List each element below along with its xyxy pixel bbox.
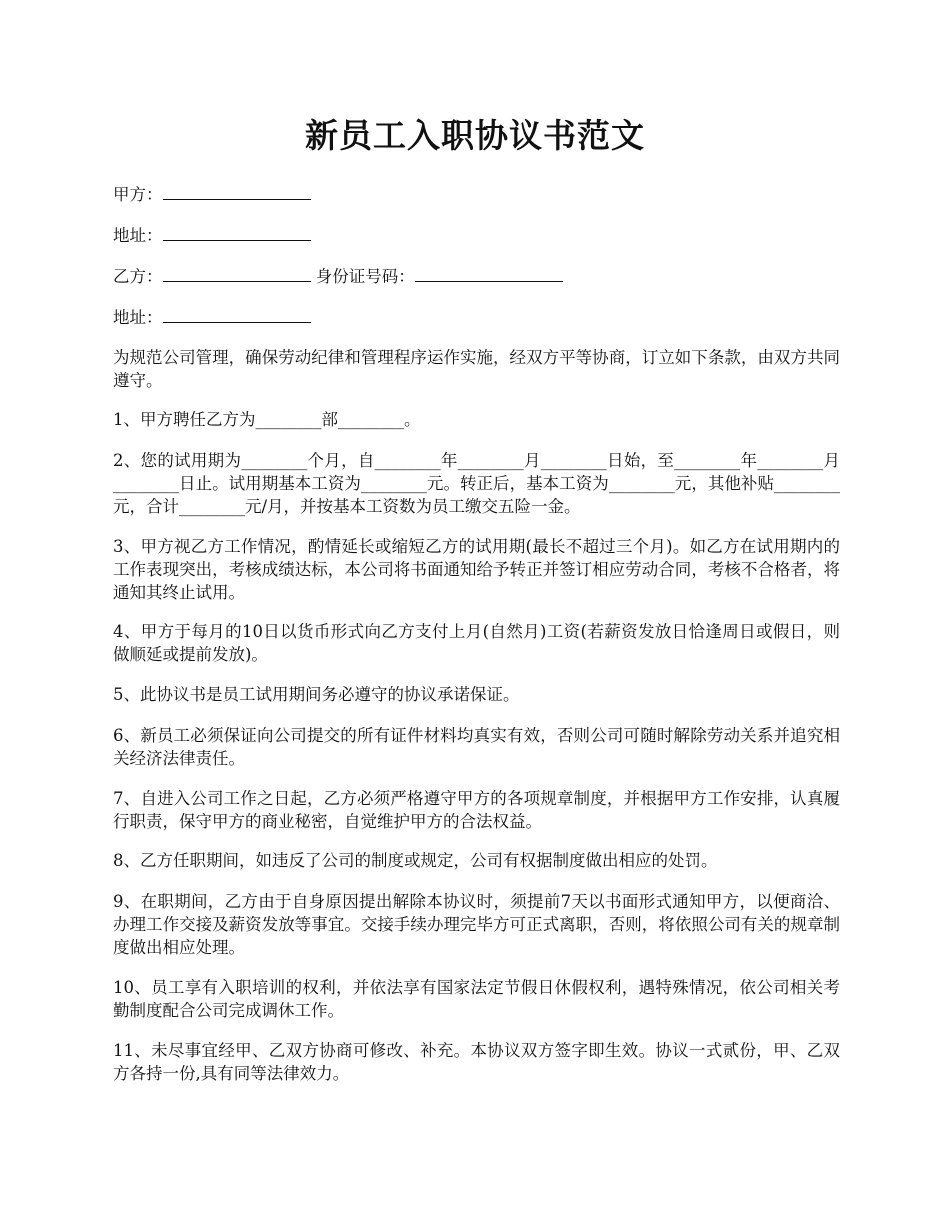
clause-10: 10、员工享有入职培训的权利，并依法享有国家法定节假日休假权利，遇特殊情况，依公司相关考勤制度配合公司完成调休工作。	[113, 978, 840, 1020]
party-a-label: 甲方：	[113, 185, 163, 204]
intro-paragraph: 为规范公司管理，确保劳动纪律和管理程序运作实施，经双方平等协商，订立如下条款，由双方共同遵守。	[113, 348, 840, 390]
party-b-address-blank	[163, 305, 311, 323]
clause-7: 7、自进入公司工作之日起，乙方必须严格遵守甲方的各项规章制度，并根据甲方工作安排，认真履行职责，保守甲方的商业秘密，自觉维护甲方的合法权益。	[113, 789, 840, 831]
party-a-field	[113, 182, 311, 206]
party-b-address-field	[113, 305, 311, 329]
clause-11: 11、未尽事宜经甲、乙双方协商可修改、补充。本协议双方签字即生效。协议一式贰份，甲、乙双方各持一份,具有同等法律效力。	[113, 1041, 840, 1083]
document-title: 新员工入职协议书范文	[305, 116, 645, 155]
clause-3: 3、甲方视乙方工作情况，酌情延长或缩短乙方的试用期(最长不超过三个月)。如乙方在试用期内的工作表现突出，考核成绩达标，本公司将书面通知给予转正并签订相应劳动合同，考核不合格者，将通知其终止试用。	[113, 537, 840, 602]
party-a-address-label: 地址：	[113, 226, 163, 245]
party-a-address-field	[113, 223, 311, 247]
party-a-blank	[163, 182, 311, 200]
clause-9: 9、在职期间，乙方由于自身原因提出解除本协议时，须提前7天以书面形式通知甲方，以便商洽、办理工作交接及薪资发放等事宜。交接手续办理完毕方可正式离职，否则，将依照公司有关的规章制度做出相应处理。	[113, 892, 840, 957]
clause-4: 4、甲方于每月的10日以货币形式向乙方支付上月(自然月)工资(若薪资发放日恰逢周日或假日，则做顺延或提前发放)。	[113, 622, 840, 664]
party-a-address-blank	[163, 223, 311, 241]
clause-5: 5、此协议书是员工试用期间务必遵守的协议承诺保证。	[113, 685, 520, 704]
clause-6: 6、新员工必须保证向公司提交的所有证件材料均真实有效，否则公司可随时解除劳动关系并追究相关经济法律责任。	[113, 726, 840, 768]
clause-2: 2、您的试用期为________个月，自________年________月________日始，至________年________月________日止。试用期基本工资为________元。转正后，基本工资为________元，其他补贴________元，合计________元/月，并按基本工资数为员工缴交五险一金。	[113, 451, 840, 516]
id-number-label: 身份证号码：	[315, 267, 415, 286]
party-b-label: 乙方：	[113, 267, 163, 286]
party-b-address-label: 地址：	[113, 308, 163, 327]
id-number-blank	[415, 264, 563, 282]
clause-8: 8、乙方任职期间，如违反了公司的制度或规定，公司有权据制度做出相应的处罚。	[113, 851, 718, 870]
party-b-blank	[163, 264, 311, 282]
clause-1: 1、甲方聘任乙方为________部________。	[113, 410, 421, 429]
party-b-field	[113, 264, 563, 288]
